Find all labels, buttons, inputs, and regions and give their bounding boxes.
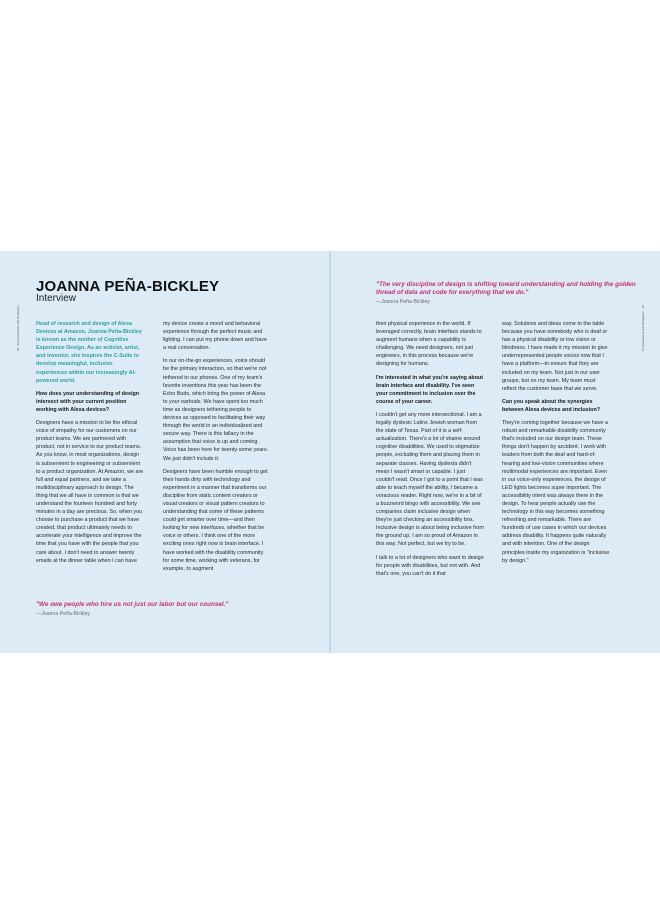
article-type: Interview — [36, 293, 77, 304]
answer-paragraph: They're coming together because we have a robust and remarkable disability community that's included on our design team. These things don't happen by accident. I work with leaders from both the deaf and hard-of-hearing and low-vision communities where multimodal experiences are important. Even in our voice-only experiences, the design of LED lights becomes super important. The accessibility intent was always there in the design. To hear people actually use the technology in this way becomes something refreshing and remarkable. There are hundreds of use cases in which our devices address disability. It happens quite naturally and with intention. One of the design principles inside my organization is "inclusive by design." — [502, 420, 610, 564]
interviewee-name: JOANNA PEÑA-BICKLEY — [36, 278, 220, 295]
answer-paragraph: their physical experience in the world. If leveraged correctly, brain interface stands to augment humans when a capability is challenging. We need designers, not just engineers, in this process because we're designing for humans. — [376, 321, 482, 368]
answer-paragraph: my device create a mood and behavioral experience through the perfect music and lighting. I can put my phone down and have a real conversation. — [163, 321, 267, 352]
pull-quote-2: "The very discipline of design is shifting toward understanding and holding the golden thread of data and code for everything that we do." — [376, 281, 636, 297]
question-2: I'm interested in what you're saying about brain interface and disability. I've seen your commitment to inclusion over the course of your career. — [376, 374, 484, 405]
right-page-folio: Conversations with Designers · 19 — [641, 305, 645, 351]
column-3 — [376, 320, 484, 616]
book-spread — [0, 251, 660, 653]
answer-paragraph: way. Solutions and ideas come to the table because you have somebody who is deaf or has a physical disability or low vision or blindness. I have made it my mission to give underrepresented people voices now that I have a platform—to ensure that they are included on my team. Not just in our user groups, but on my team. My team must reflect the customer base that we serve. — [502, 321, 608, 392]
question-1: How does your understanding of design intersect with your current position working with Alexa devices? — [36, 390, 140, 413]
answer-paragraph: In our on-the-go experiences, voice should be the primary interaction, so that we're not tethered to our phones. One of my team's favorite inventions this year has been the Echo Buds, which bring the power of Alexa to your earbuds. We have spent too much time as designers tethering people to devices as opposed to facilitating their way through the world in an individualized and secure way. There is this fallacy in the assumption that voice is up and coming. Voice has been here for twenty-some years. We just didn't include it. — [163, 358, 269, 462]
answer-paragraph: Designers have a mission to be the ethical voice of empathy for our customers on our product teams. We are partnered with product, not in service to our product teams. As you know, in most organizations, design is subservient to engineering or subservient to a product organization. At Amazon, we are full and equal partners, and we take a multidisciplinary approach to design. The thing that we all have in common is that we understand the fourteen hundred and forty minutes in a day are precious. So, when you choose to purchase a product that we have created, that product ultimately needs to accelerate your intelligence and improve the time that you have with the people that you care about. I don't need to answer twenty emails at the dinner table when I can have — [36, 420, 144, 564]
column-1 — [36, 320, 144, 596]
page-gutter — [329, 251, 331, 653]
column-2 — [163, 320, 271, 596]
column-4 — [502, 320, 610, 616]
pull-quote-1: "We owe people who hire us not just our labor but our counsel." — [36, 601, 229, 608]
pull-quote-2-attribution: —Joanna Peña-Bickley — [376, 299, 430, 305]
left-page-folio: 18 · Conversations with Designers — [16, 305, 20, 351]
intro-paragraph: Head of research and design of Alexa Devices at Amazon, Joanna Peña-Bickley is known as the mother of Cognitive Experience Design. As an activist, artist, and inventor, she inspires the C-Suite to develop meaningful, inclusive experiences within our increasingly AI-powered world. — [36, 321, 142, 384]
pull-quote-1-attribution: —Joanna Peña-Bickley — [36, 611, 90, 617]
answer-paragraph: I couldn't get any more intersectional. I am a legally dyslexic Latinx Jewish woman from the state of Texas. Part of it is a self-actualization. There's a lot of shame around cognitive disabilities. We used to stigmatize people, excluding them and placing them in separate classes. Having dyslexia didn't mean I wasn't smart or capable. I just couldn't read. Once I got to a point that I was able to teach myself the ability, I became a voracious reader. Right now, we're in a bit of a buzzword bingo with accessibility. We see companies claim inclusive design when they're just checking an accessibility box. Inclusive design is about being inclusive from the ground up. I am so proud of Amazon in this way. Not perfect, but we try to be. — [376, 411, 484, 548]
answer-paragraph: Designers have been humble enough to get their hands dirty with technology and experiment in a manner that transforms our discipline from static content creators or visual creators or visual pattern creators to understanding that some of these patterns could get smarter over time—and then looking for new interfaces, whether that be voice or others. I think one of the more exciting ones right now is brain interface. I have worked with the disability community for some time, working with veterans, for example, to augment — [163, 468, 268, 572]
question-3: Can you speak about the synergies between Alexa devices and inclusion? — [502, 398, 601, 413]
answer-paragraph: I talk to a lot of designers who want to design for people with disabilities, but not with. And that's one, you can't do it that — [376, 554, 484, 577]
